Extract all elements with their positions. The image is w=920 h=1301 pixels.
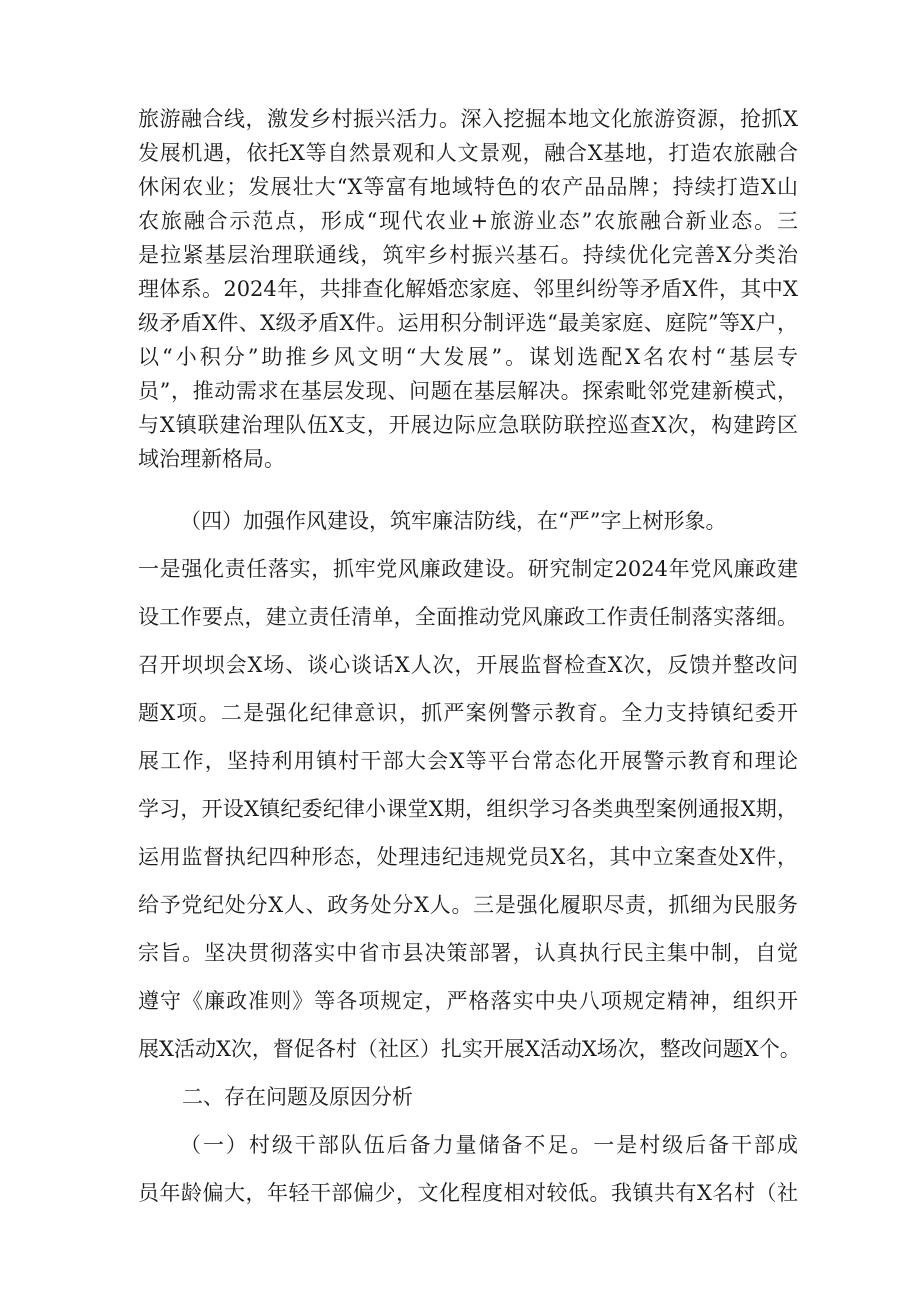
paragraph-line: 发展机遇，依托X等自然景观和人文景观，融合X基地，打造农旅融合 xyxy=(138,141,798,165)
paragraph-line: 召开坝坝会X场、谈心谈话X人次，开展监督检查X次，反馈并整改问 xyxy=(138,653,798,677)
paragraph-line: 宗旨。坚决贯彻落实中省市县决策部署，认真执行民主集中制，自觉 xyxy=(138,941,798,965)
paragraph-line: 员年龄偏大，年轻干部偏少，文化程度相对较低。我镇共有X名村（社 xyxy=(138,1181,798,1205)
paragraph-line: 设工作要点，建立责任清单，全面推动党风廉政工作责任制落实落细。 xyxy=(138,605,798,629)
paragraph-line: 遵守《廉政准则》等各项规定，严格落实中央八项规定精神，组织开 xyxy=(138,989,798,1013)
paragraph-line: 理体系。2024年，共排查化解婚恋家庭、邻里纠纷等矛盾X件，其中X xyxy=(138,277,798,301)
paragraph-line: 给予党纪处分X人、政务处分X人。三是强化履职尽责，抓细为民服务 xyxy=(138,893,798,917)
paragraph-line: 农旅融合示范点，形成“现代农业+旅游业态”农旅融合新业态。三 xyxy=(138,209,798,233)
subsection-heading: （四）加强作风建设，筑牢廉洁防线，在“严”字上树形象。 xyxy=(180,509,727,533)
paragraph-line: 旅游融合线，激发乡村振兴活力。深入挖掘本地文化旅游资源，抢抓X xyxy=(138,107,798,131)
paragraph-line: 题X项。二是强化纪律意识，抓严案例警示教育。全力支持镇纪委开 xyxy=(138,701,798,725)
paragraph-line: 展X活动X次，督促各村（社区）扎实开展X活动X场次，整改问题X个。 xyxy=(138,1037,801,1061)
paragraph-line: 运用监督执纪四种形态，处理违纪违规党员X名，其中立案查处X件， xyxy=(138,845,798,869)
paragraph-line: 级矛盾X件、X级矛盾X件。运用积分制评选“最美家庭、庭院”等X户， xyxy=(138,311,798,335)
paragraph-line: 休闲农业；发展壮大“X等富有地域特色的农产品品牌；持续打造X山 xyxy=(138,175,798,199)
subsection-heading: （一）村级干部队伍后备力量储备不足。一是村级后备干部成 xyxy=(180,1133,798,1157)
paragraph-line: 展工作，坚持利用镇村干部大会X等平台常态化开展警示教育和理论 xyxy=(138,749,798,773)
paragraph-line: 一是强化责任落实，抓牢党风廉政建设。研究制定2024年党风廉政建 xyxy=(138,557,798,581)
section-heading: 二、存在问题及原因分析 xyxy=(182,1085,413,1109)
paragraph-line: 员”，推动需求在基层发现、问题在基层解决。探索毗邻党建新模式， xyxy=(138,379,798,403)
paragraph-line: 是拉紧基层治理联通线，筑牢乡村振兴基石。持续优化完善X分类治 xyxy=(138,243,798,267)
paragraph-line: 与X镇联建治理队伍X支，开展边际应急联防联控巡查X次，构建跨区 xyxy=(138,413,798,437)
paragraph-line: 域治理新格局。 xyxy=(138,447,285,471)
paragraph-line: 以“小积分”助推乡风文明“大发展”。谋划选配X名农村“基层专 xyxy=(138,345,798,369)
paragraph-line: 学习，开设X镇纪委纪律小课堂X期，组织学习各类典型案例通报X期， xyxy=(138,797,798,821)
